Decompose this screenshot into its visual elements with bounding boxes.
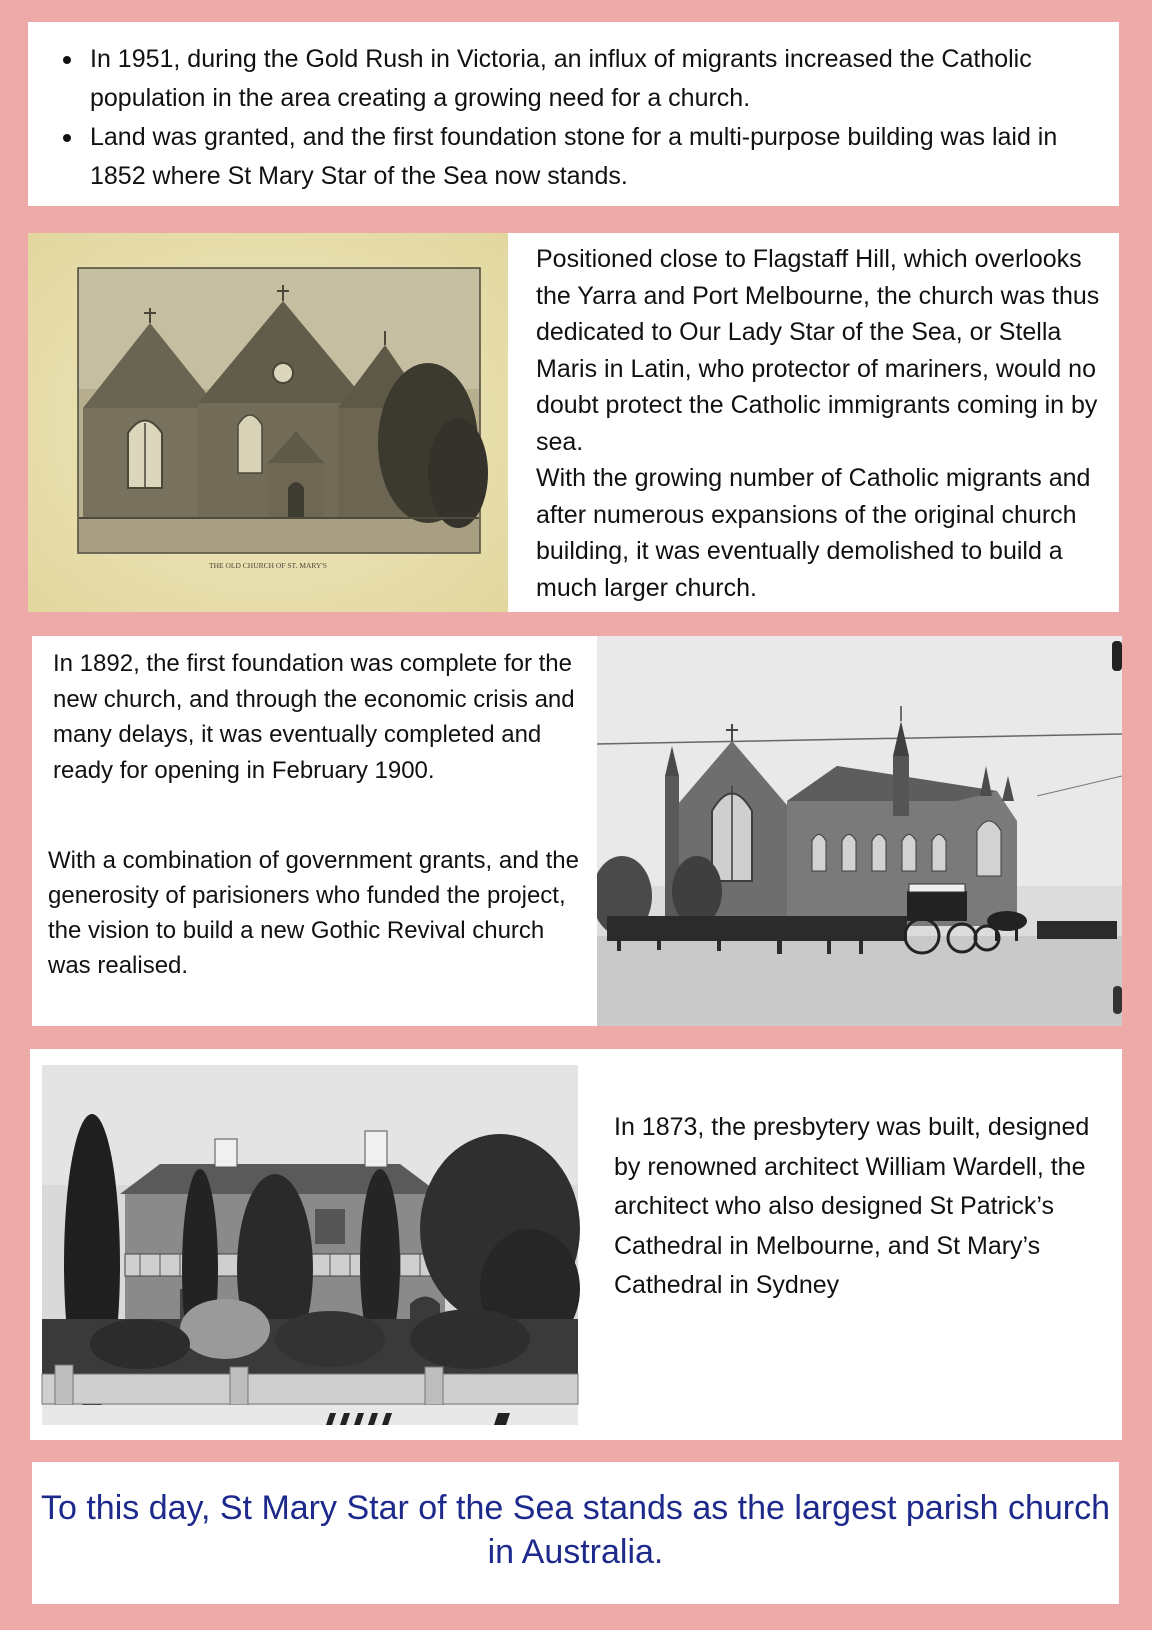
presbytery-paragraph: In 1873, the presbytery was built, designed by renowned architect William Wardell, the architect who also designed St Patrick’s Cathedral in Melbourne, and St Mary’s Cathedral in Sydney: [614, 1113, 1090, 1299]
old-church-text: [536, 241, 1106, 606]
new-church-paragraph-1: In 1892, the first foundation was complete for the new church, and through the economic crisis and many delays, it was eventually completed and ready for opening in February 1900.: [53, 650, 575, 784]
old-church-panel: [28, 233, 1119, 612]
new-church-panel: [32, 636, 1122, 1026]
closing-panel: [32, 1462, 1119, 1604]
old-church-paragraph-1: Positioned close to Flagstaff Hill, which overlooks the Yarra and Port Melbourne, the church was thus dedicated to Our Lady Star of the Sea, or Stella Maris in Latin, who protector of mariners, would no doubt protect the Catholic immigrants coming in by sea.: [536, 245, 1100, 456]
presbytery-panel: [30, 1049, 1122, 1440]
old-church-paragraph-2: With the growing number of Catholic migrants and after numerous expansions of the original church building, it was eventually demolished to build a much larger church.: [536, 464, 1091, 602]
intro-bullet-1: In 1951, during the Gold Rush in Victoria, an influx of migrants increased the Catholic population in the area creating a growing need for a church.: [90, 40, 1079, 118]
presbytery-photo: [30, 1049, 590, 1440]
intro-bullet-2: Land was granted, and the first foundation stone for a multi-purpose building was laid in 1852 where St Mary Star of the Sea now stands.: [90, 118, 1079, 196]
old-church-caption: THE OLD CHURCH OF ST. MARY'S: [209, 561, 327, 570]
intro-bullet-list: [28, 22, 1119, 196]
new-church-photo: [597, 636, 1122, 1026]
closing-statement: To this day, St Mary Star of the Sea stands as the largest parish church in Australia.: [40, 1489, 1110, 1571]
new-church-paragraph-2: With a combination of government grants, and the generosity of parisioners who funded the project, the vision to build a new Gothic Revival church was realised.: [48, 847, 579, 979]
intro-panel: [28, 22, 1119, 206]
old-church-photo: [28, 233, 508, 612]
